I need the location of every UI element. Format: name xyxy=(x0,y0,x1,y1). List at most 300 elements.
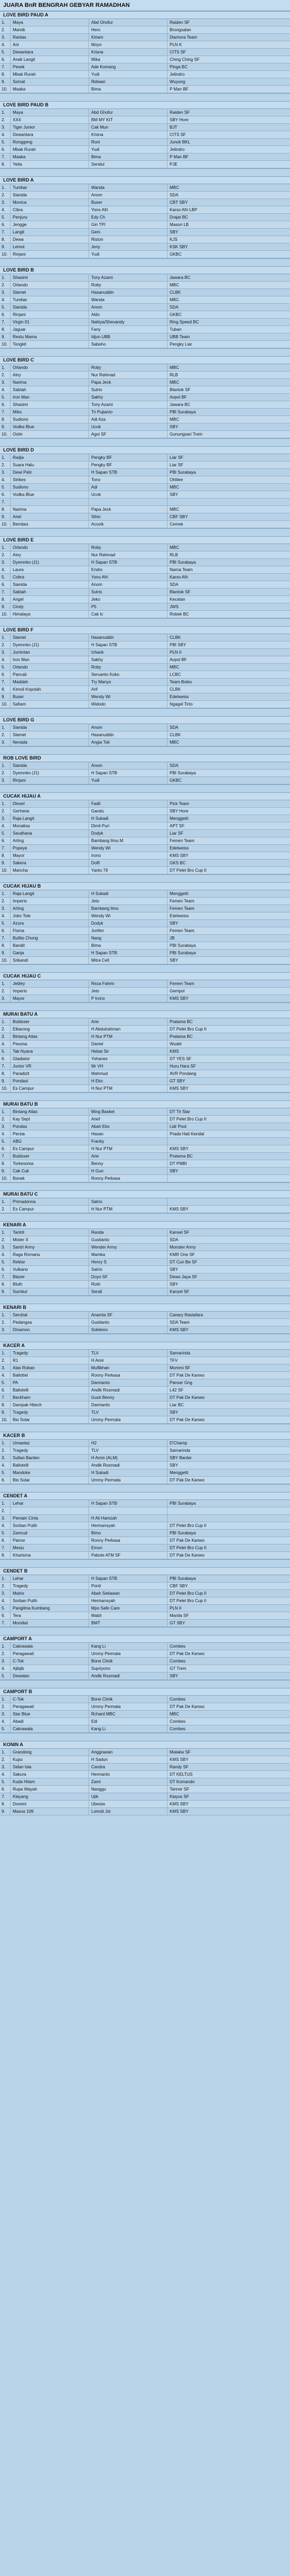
result-row xyxy=(0,1515,290,1522)
result-row xyxy=(0,634,290,641)
owner-name: Sutris xyxy=(89,589,168,595)
bird-name: Ariel xyxy=(11,513,89,520)
section-title: KENARI A xyxy=(0,1222,290,1229)
result-row xyxy=(0,935,290,942)
section-spacer xyxy=(0,619,290,627)
position: 8. xyxy=(0,161,11,168)
team-name: Malakw SF xyxy=(170,1750,191,1755)
team-name: Prada Hati Kendal xyxy=(170,1132,204,1136)
owner-name: Mr VH xyxy=(89,1063,168,1070)
owner-name: Ummy Permata xyxy=(89,1416,168,1423)
position: 1. xyxy=(0,634,11,641)
owner-name: Anom xyxy=(89,724,168,731)
position: 1. xyxy=(0,890,11,897)
position: 4. xyxy=(0,1718,11,1725)
result-row xyxy=(0,1273,290,1281)
result-row xyxy=(0,596,290,603)
result-row xyxy=(0,1033,290,1041)
result-row xyxy=(0,296,290,304)
section-title: LOVE BIRD PAUD A xyxy=(0,12,290,19)
owner-name: Anom xyxy=(89,304,168,311)
result-row xyxy=(0,1583,290,1590)
owner-name: Angia Tok xyxy=(89,739,168,746)
position: 2. xyxy=(0,1703,11,1710)
team-name: Gempol xyxy=(170,989,185,993)
bird-name: Ostin xyxy=(11,431,89,438)
position: 8. xyxy=(0,942,11,949)
owner-name: Sihin xyxy=(89,513,168,520)
team-name: DT Tri Star xyxy=(170,1109,190,1114)
owner-name: Bambang Ilmu xyxy=(89,905,168,912)
owner-name: Anom xyxy=(89,762,168,769)
bird-name: Pangilma Kumbang xyxy=(11,1605,89,1612)
owner-name: Hasanuddin xyxy=(89,731,168,738)
team-name: CLBK xyxy=(170,635,181,640)
position: 5. xyxy=(0,1778,11,1785)
team-name: Pick Team xyxy=(170,801,189,806)
result-row xyxy=(0,1259,290,1266)
owner-name: Hermanto xyxy=(89,1771,168,1778)
team-name: SBY Hore xyxy=(170,117,189,122)
result-row xyxy=(0,837,290,845)
bird-name xyxy=(11,1507,89,1514)
position: 1. xyxy=(0,364,11,371)
position: 1. xyxy=(0,980,11,987)
position: 10. xyxy=(0,341,11,348)
owner-name: Moyo xyxy=(89,41,168,48)
position: 6. xyxy=(0,1477,11,1484)
owner-name: Bimo xyxy=(89,1530,168,1536)
position: 4. xyxy=(0,1522,11,1529)
owner-name: H Sapan STB xyxy=(89,950,168,956)
bird-name: Sabtah xyxy=(11,386,89,393)
result-row xyxy=(0,26,290,34)
result-row xyxy=(0,1312,290,1319)
result-row xyxy=(0,1041,290,1048)
section-spacer xyxy=(0,1296,290,1304)
bird-name: Rektor xyxy=(11,1259,89,1266)
result-row xyxy=(0,1696,290,1703)
result-row xyxy=(0,1394,290,1402)
bird-name: Narima xyxy=(11,506,89,513)
position: 7. xyxy=(0,153,11,160)
team-name: Gunungsari Trem xyxy=(170,432,203,437)
bird-name: Nevada xyxy=(11,739,89,746)
owner-name: Tono xyxy=(89,476,168,483)
team-name: Raiden SF xyxy=(170,110,190,115)
results-section xyxy=(0,1092,290,1182)
team-name xyxy=(168,1507,290,1514)
team-name: Ring Speed BC xyxy=(170,320,199,324)
position: 3. xyxy=(0,649,11,656)
owner-name: Nanggu xyxy=(89,1786,168,1793)
result-row xyxy=(0,1778,290,1786)
bird-name: Orlando xyxy=(11,664,89,671)
bird-name: Rinjani xyxy=(11,251,89,258)
position: 6. xyxy=(0,146,11,153)
owner-name: Abah Eko xyxy=(89,1123,168,1130)
results-section xyxy=(0,964,290,1002)
team-name: Avpol BF xyxy=(170,657,187,662)
position: 1. xyxy=(0,544,11,551)
results-section xyxy=(0,1334,290,1424)
result-row xyxy=(0,1070,290,1078)
bird-name: Orlando xyxy=(11,364,89,371)
position: 2. xyxy=(0,372,11,378)
team-name: Lidr Pool xyxy=(170,1124,187,1129)
position: 7. xyxy=(0,589,11,595)
result-row xyxy=(0,1206,290,1213)
position: 7. xyxy=(0,935,11,942)
team-name: SBY Banter xyxy=(170,1456,192,1460)
position: 8. xyxy=(0,416,11,423)
owner-name: Arie xyxy=(89,1018,168,1025)
owner-name: H Sapan STB xyxy=(89,469,168,476)
bird-name: Azura xyxy=(11,920,89,927)
bird-name: Elbarong xyxy=(11,1026,89,1033)
owner-name: Abah Setiawan xyxy=(89,1590,168,1597)
section-spacer xyxy=(0,1485,290,1493)
owner-name: Ummy Permata xyxy=(89,1703,168,1710)
position: 4. xyxy=(0,41,11,48)
team-name: PBI SBY xyxy=(170,643,187,647)
result-row xyxy=(0,229,290,236)
result-row xyxy=(0,679,290,686)
section-spacer xyxy=(0,1003,290,1011)
position: 8. xyxy=(0,852,11,859)
owner-name: H Ali Hamzah xyxy=(89,1515,168,1522)
section-rows xyxy=(0,364,290,438)
position: 3. xyxy=(0,815,11,822)
result-row xyxy=(0,731,290,739)
section-title: MURAI BATU C xyxy=(0,1191,290,1198)
result-row xyxy=(0,1650,290,1658)
team-name xyxy=(168,1515,290,1522)
team-name: Ohlilee xyxy=(170,477,183,482)
position: 3. xyxy=(0,739,11,746)
owner-name: Yudi xyxy=(89,146,168,153)
team-name: RLB xyxy=(170,373,178,377)
team-name: SDA xyxy=(170,763,179,768)
owner-name: Nahiya/Shevandy xyxy=(89,319,168,326)
result-row xyxy=(0,56,290,64)
team-name: MBC xyxy=(170,185,179,190)
result-row xyxy=(0,1288,290,1296)
team-name: KMS SBY xyxy=(170,1327,189,1332)
results-section xyxy=(0,1627,290,1680)
section-title: KACER A xyxy=(0,1342,290,1350)
team-name: PBI Surabaya xyxy=(170,470,196,475)
position: 3. xyxy=(0,1244,11,1251)
owner-name: Roby xyxy=(89,544,168,551)
section-rows xyxy=(0,1643,290,1680)
owner-name: Hebat Sir xyxy=(89,1048,168,1055)
bird-name: Star Blue xyxy=(11,1711,89,1718)
team-name: DT Pelet Bro Cup II xyxy=(170,1545,207,1550)
results-section xyxy=(0,93,290,168)
result-row xyxy=(0,1198,290,1206)
owner-name: Franky xyxy=(89,1138,168,1145)
result-row xyxy=(0,274,290,282)
bird-name: Gladiator xyxy=(11,1055,89,1062)
owner-name: Krisna xyxy=(89,131,168,138)
position: 3. xyxy=(0,995,11,1002)
team-name: GKBC xyxy=(170,312,182,317)
team-name: Wuyung xyxy=(170,79,186,84)
team-name: SBY xyxy=(170,1267,179,1272)
team-name: Tuban xyxy=(170,327,182,332)
section-title: LOVE BIRD E xyxy=(0,537,290,544)
result-row xyxy=(0,1350,290,1357)
team-name: PBI Surabaya xyxy=(170,560,196,565)
result-row xyxy=(0,1537,290,1544)
position: 9. xyxy=(0,1409,11,1416)
result-row xyxy=(0,409,290,416)
section-title: LOVE BIRD PAUD B xyxy=(0,102,290,109)
result-row xyxy=(0,701,290,708)
bird-name: Raja Langit xyxy=(11,815,89,822)
owner-name: Wanda xyxy=(89,184,168,191)
result-row xyxy=(0,566,290,574)
position: 4. xyxy=(0,476,11,483)
result-row xyxy=(0,1145,290,1153)
section-rows xyxy=(0,544,290,618)
team-name: Huru Hara SF xyxy=(170,1064,196,1069)
team-name: MBC xyxy=(170,740,179,745)
result-row xyxy=(0,1251,290,1259)
team-name: DT Pak De Kanwo xyxy=(170,1553,205,1558)
result-row xyxy=(0,214,290,221)
result-row xyxy=(0,64,290,71)
bird-name: PA xyxy=(11,1379,89,1386)
owner-name: Ridwan xyxy=(89,78,168,85)
bird-name: Shasimi xyxy=(11,401,89,408)
result-row xyxy=(0,770,290,777)
result-row xyxy=(0,664,290,671)
owner-name: Ade Komang xyxy=(89,64,168,70)
result-row xyxy=(0,131,290,139)
team-name: Randy SF xyxy=(170,1765,189,1769)
bird-name: Bandit xyxy=(11,942,89,949)
team-name: DT Pak De Kanwo xyxy=(170,1417,205,1422)
owner-name: TLV xyxy=(89,1409,168,1416)
team-name: Ching Ching SF xyxy=(170,57,200,62)
position: 9. xyxy=(0,333,11,340)
owner-name: Ubesiw xyxy=(89,1801,168,1807)
bird-name: Maaka xyxy=(11,86,89,93)
bird-name: Junior VR xyxy=(11,1063,89,1070)
owner-name: Cak Mun xyxy=(89,124,168,131)
position: 7. xyxy=(0,319,11,326)
bird-name: Maxus 109 xyxy=(11,1808,89,1815)
result-row xyxy=(0,513,290,521)
result-row xyxy=(0,78,290,86)
section-title: CAMPORT A xyxy=(0,1635,290,1643)
bird-name: Vulkano xyxy=(11,1266,89,1273)
team-name: Combes xyxy=(170,1697,186,1702)
result-row xyxy=(0,1379,290,1387)
owner-name: Bambang Ilmu M xyxy=(89,837,168,844)
team-name: Samarinda xyxy=(170,1351,190,1355)
section-spacer xyxy=(0,439,290,447)
position: 6. xyxy=(0,311,11,318)
position: 2. xyxy=(0,192,11,198)
owner-name: Randa xyxy=(89,1229,168,1236)
owner-name: Bone Clinik xyxy=(89,1658,168,1665)
owner-name: Rchard MBC xyxy=(89,1711,168,1718)
position: 6. xyxy=(0,1612,11,1619)
position: 7. xyxy=(0,409,11,415)
section-spacer xyxy=(0,529,290,537)
position: 9. xyxy=(0,950,11,956)
bird-name: Joko Tole xyxy=(11,912,89,919)
position: 9. xyxy=(0,860,11,866)
bird-name: Dewi Pelir xyxy=(11,469,89,476)
bird-name: Rupa Wayah xyxy=(11,1786,89,1793)
owner-name: Adi xyxy=(89,484,168,491)
section-title: KONIN A xyxy=(0,1741,290,1749)
owner-name: Widodo xyxy=(89,701,168,708)
bird-name: Ainy xyxy=(11,372,89,378)
team-name: UBB Team xyxy=(170,335,190,339)
section-title: LOVE BIRD A xyxy=(0,177,290,184)
team-name: DT KELTUS xyxy=(170,1772,193,1777)
owner-name: Ucok xyxy=(89,491,168,498)
bird-name: Diesel xyxy=(11,800,89,807)
position: 6. xyxy=(0,1387,11,1394)
bird-name: Mister X xyxy=(11,1236,89,1243)
owner-name: H Nur PTM xyxy=(89,1145,168,1152)
section-rows xyxy=(0,890,290,964)
result-row xyxy=(0,905,290,912)
section-rows xyxy=(0,1312,290,1334)
result-row xyxy=(0,1530,290,1537)
team-name: MBC xyxy=(170,283,179,287)
section-title: CUCAK HIJAU A xyxy=(0,793,290,800)
team-name: SBY xyxy=(170,1282,179,1287)
result-row xyxy=(0,304,290,311)
position: 2. xyxy=(0,988,11,995)
results-section xyxy=(0,348,290,438)
owner-name: Ronny Perkasa xyxy=(89,1372,168,1379)
owner-name: Abd Ghofur xyxy=(89,109,168,116)
position: 5. xyxy=(0,1469,11,1476)
owner-name xyxy=(89,499,168,505)
team-name: BJT xyxy=(170,125,178,130)
section-rows xyxy=(0,800,290,874)
bird-name: Pancali xyxy=(11,671,89,678)
owner-name: Yudi xyxy=(89,71,168,78)
section-rows xyxy=(0,1575,290,1627)
result-row xyxy=(0,1078,290,1085)
position: 2. xyxy=(0,898,11,905)
position: 1. xyxy=(0,800,11,807)
bird-name: Slamet xyxy=(11,731,89,738)
result-row xyxy=(0,311,290,319)
owner-name: Yudi xyxy=(89,777,168,784)
bird-name: C-Tok xyxy=(11,1696,89,1703)
team-name: Liar BC xyxy=(170,1403,184,1407)
owner-name: H Sapan STB xyxy=(89,559,168,566)
result-row xyxy=(0,401,290,409)
owner-name: Arie xyxy=(89,1153,168,1160)
team-name: Mason LB xyxy=(170,222,189,227)
position: 7. xyxy=(0,229,11,236)
result-row xyxy=(0,867,290,874)
owner-name: Supriyono xyxy=(89,1665,168,1672)
bird-name: Tragedy xyxy=(11,1583,89,1589)
team-name: DT Pak De Kanwo xyxy=(170,1373,205,1378)
results-list xyxy=(0,11,290,2576)
team-name: KMS SBY xyxy=(170,1809,189,1814)
owner-name: BM MY KIT xyxy=(89,116,168,123)
section-spacer xyxy=(0,1214,290,1222)
team-name: MBC xyxy=(170,417,179,422)
bird-name: Rantas xyxy=(11,34,89,41)
bird-name: Blazer xyxy=(11,1273,89,1280)
position: 2. xyxy=(0,1026,11,1033)
team-name: Combes xyxy=(170,1644,186,1649)
owner-name: Kiriam xyxy=(89,34,168,41)
result-row xyxy=(0,41,290,49)
owner-name: Riston xyxy=(89,236,168,243)
owner-name: Yanto 79 xyxy=(89,867,168,874)
bird-name: Dewantara xyxy=(11,49,89,56)
position: 3. xyxy=(0,1454,11,1461)
team-name: Combes xyxy=(170,1727,186,1731)
bird-name: Peragawati xyxy=(11,1703,89,1710)
team-name xyxy=(168,499,290,505)
team-name: P Man BF xyxy=(170,87,189,92)
team-name: DT Pelet Bro Cup II xyxy=(170,1598,207,1603)
owner-name: Anom xyxy=(89,581,168,588)
owner-name: Bima xyxy=(89,942,168,949)
owner-name: Hermansyah xyxy=(89,1522,168,1529)
owner-name: H Sukadi xyxy=(89,890,168,897)
result-row xyxy=(0,762,290,770)
bird-name: Virgin 01 xyxy=(11,319,89,326)
result-row xyxy=(0,364,290,372)
owner-name: Wendy Wi xyxy=(89,845,168,852)
bird-name: Dyemnko (J1) xyxy=(11,641,89,648)
team-name: SBY xyxy=(170,921,179,926)
result-row xyxy=(0,1085,290,1092)
result-row xyxy=(0,942,290,950)
owner-name: P Irono xyxy=(89,995,168,1002)
team-name: Pratama BC xyxy=(170,1034,193,1039)
owner-name: H Sapan STB xyxy=(89,770,168,776)
result-row xyxy=(0,1749,290,1756)
results-section xyxy=(0,1680,290,1733)
result-row xyxy=(0,1108,290,1116)
owner-name: H Gun xyxy=(89,1168,168,1174)
owner-name: Mika xyxy=(89,56,168,63)
result-row xyxy=(0,950,290,957)
section-title: CAMPORT B xyxy=(0,1688,290,1696)
result-row xyxy=(0,499,290,506)
result-row xyxy=(0,506,290,513)
result-row xyxy=(0,574,290,581)
bird-name: Bintang Atlas xyxy=(11,1033,89,1040)
bird-name: Imperio xyxy=(11,898,89,905)
result-row xyxy=(0,1673,290,1680)
section-rows xyxy=(0,19,290,93)
bird-name: Jumintan xyxy=(11,649,89,656)
team-name: SDA xyxy=(170,1237,179,1242)
bird-name: Seudhana xyxy=(11,830,89,837)
bird-name: Arting xyxy=(11,905,89,912)
team-name: Blantok SF xyxy=(170,590,191,594)
